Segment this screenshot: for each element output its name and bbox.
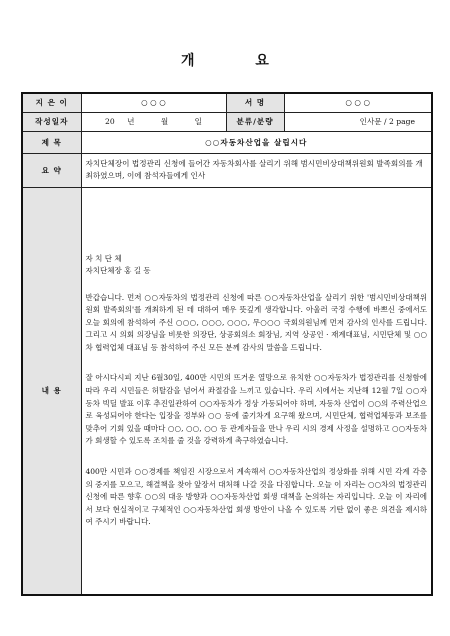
document-form-table — [21, 92, 433, 596]
summary-value: 자치단체장이 법정관리 신청에 들어간 자동차회사를 살리기 위해 범시민비상대책위원회 발족회의를 개최하였으며, 이에 참석자들에게 인사 — [81, 153, 432, 187]
summary-label: 요 약 — [22, 153, 81, 187]
subject-label: 제 목 — [22, 131, 81, 153]
content-paragraph-3: 400만 시민과 ○○경제를 책임진 시장으로서 계속해서 ○○자동차산업의 정상화를 위해 시민 각계 각층의 중지를 모으고, 해결책을 찾아 앞장서 대처해 나갈 것을 다짐합니다. 오늘 이 자리는 ○○차의 법정관리 신청에 따른 향후 ○○의 대응 방향과 ○○자동차산업 회생 대책을 논의하는 자리입니다. 오늘 이 자리에서 보다 현실적이고 구체적인 ○○자동차산업 회생 방안이 나올 수 있도록 기탄 없이 좋은 의견을 제시하여 주시기 바랍니다. — [85, 467, 427, 527]
row-subject — [22, 131, 432, 153]
content-organization: 자 치 단 체 — [85, 253, 122, 263]
subject-value: ○○자동차산업을 살립시다 — [81, 131, 432, 153]
date-value — [81, 112, 226, 131]
row-summary — [22, 153, 432, 187]
date-year-unit: 년 — [127, 117, 135, 126]
author-value: ○ ○ ○ — [81, 93, 226, 112]
row-date — [22, 112, 432, 131]
date-label: 작성일자 — [22, 112, 81, 131]
date-month-unit: 월 — [160, 117, 169, 126]
signature-label: 서 명 — [226, 93, 284, 112]
page-title: 개 요 — [181, 53, 297, 69]
content-speaker: 자치단체장 홍 길 동 — [85, 266, 151, 275]
category-value: 인사문 / 2 page — [284, 112, 432, 131]
author-label: 지 은 이 — [22, 93, 81, 112]
signature-value: ○ ○ ○ — [284, 93, 432, 112]
content-body — [81, 187, 432, 595]
date-day-unit: 일 — [194, 117, 202, 126]
row-content — [22, 187, 432, 595]
content-paragraph-1: 반갑습니다. 먼저 ○○자동차의 법정관리 신청에 따른 ○○자동차산업을 살리기 위한 '범시민비상대책위원회 발족회의'를 개최하게 된 데 대하여 매우 뜻깊게 생각합니다. 아울러 국정 수행에 바쁘신 중에서도 오늘 회의에 참석하여 주신 ○○○, ○○○, ○○○, 무○○○ 국회의원님께 먼저 감사의 인사를 드립니다. 그리고 시 의회 의장님을 비롯한 의장단, 상공회의소 회장님, 지역 상공인 · 재계대표님, 시민단체 및 ○○차 협력업체 대표님 등 참석하여 주신 모든 분께 감사의 말씀을 드립니다. — [85, 292, 427, 352]
category-label: 분류/분량 — [226, 112, 284, 131]
date-year: 20 — [105, 117, 115, 126]
content-paragraph-2: 잘 아시다시피 지난 6월30일, 400만 시민의 뜨거운 열망으로 유치한 ○○자동차가 법정관리를 신청함에 따라 우리 시민들은 허탈감을 넘어서 좌절감을 느끼고 있습니다. 우리 시에서는 지난해 12월 7일 ○○자동차 빅딜 발표 이후 추진일관하여 ○○자동차가 정상 가동되어야 하며, 자동차 산업이 ○○의 주력산업으로 육성되어야 한다는 입장을 정부와 ○○ 등에 줄기차게 요구해 왔으며, 시민단체, 협력업체등과 보조를 맞추어 기회 있을 때마다 ○○, ○○, ○○ 등 관계자들을 만나 우리 시의 경제 사정을 설명하고 ○○자동차가 회생할 수 있도록 조치를 줄 것을 강력하게 촉구하였습니다. — [85, 373, 427, 446]
row-author — [22, 93, 432, 112]
content-label: 내 용 — [22, 187, 81, 595]
